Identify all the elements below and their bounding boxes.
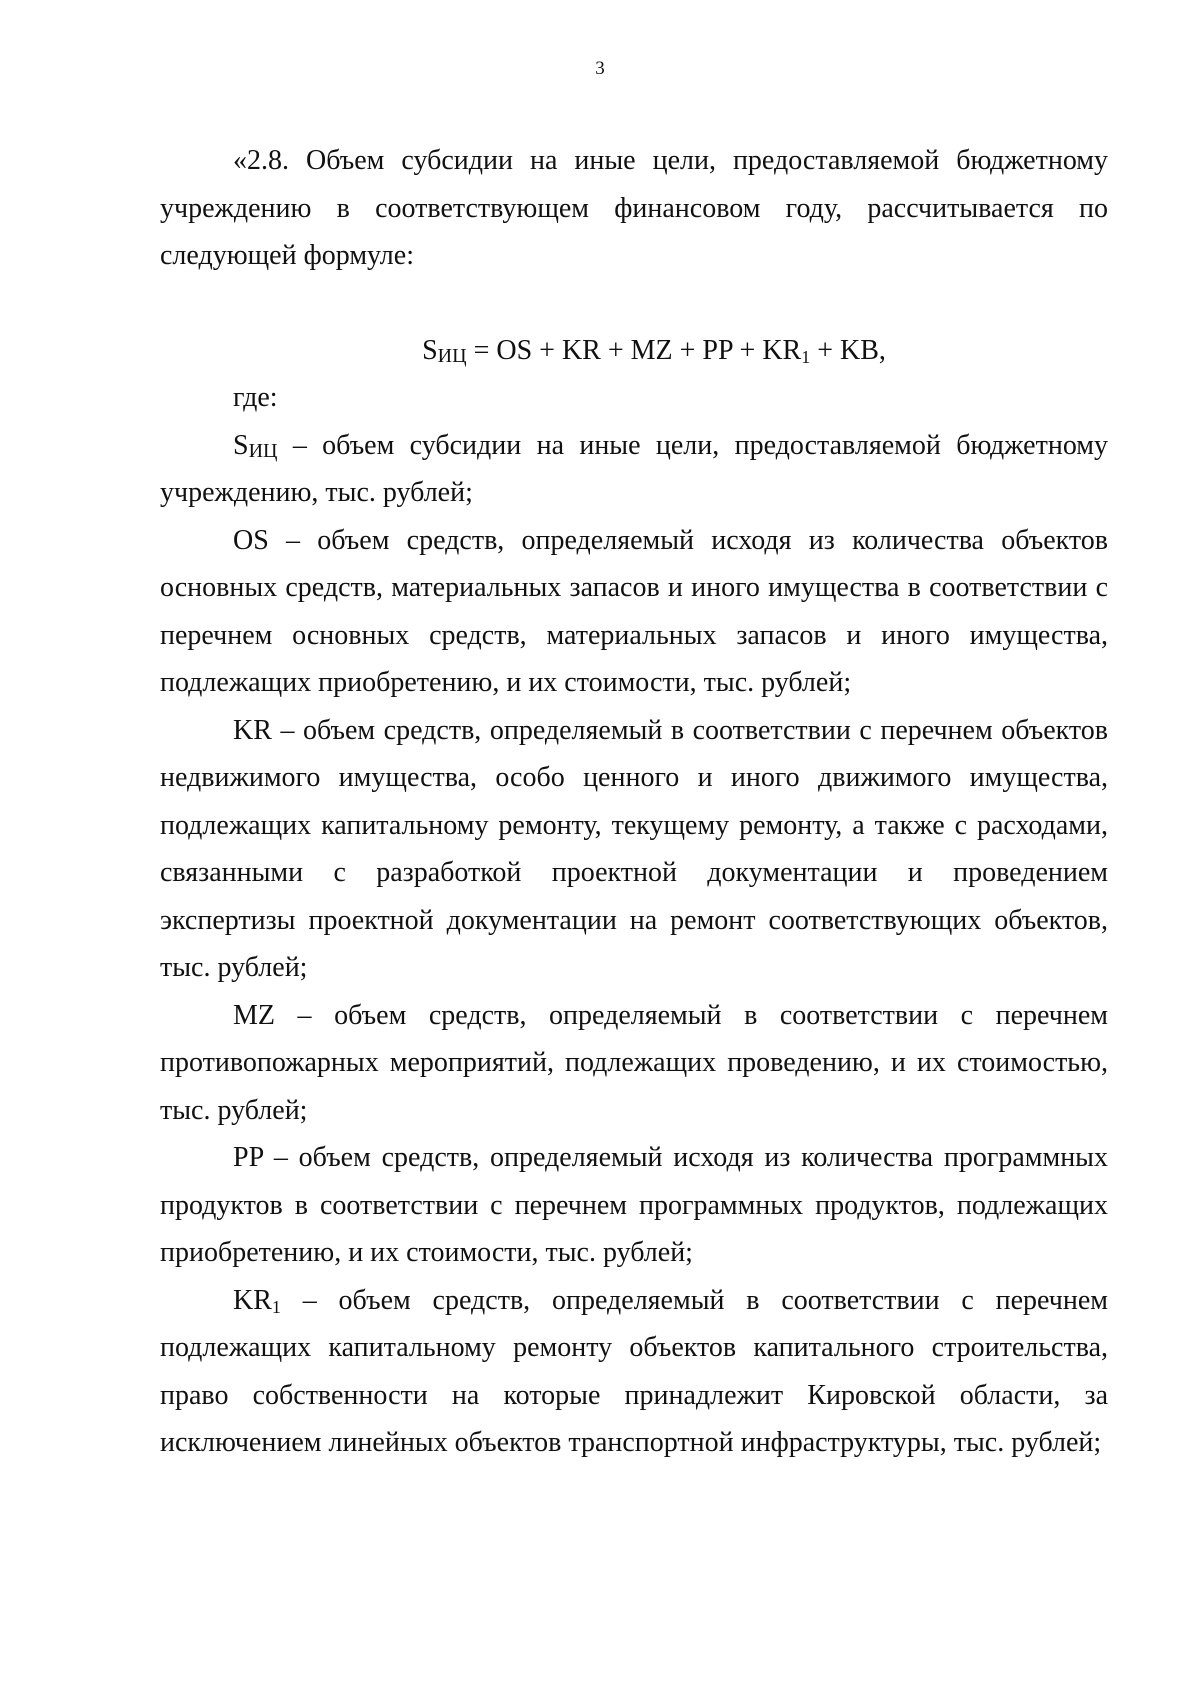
definition-symbol: KR bbox=[233, 714, 272, 746]
definition-s-ic bbox=[160, 422, 1108, 517]
definition-symbol: KR bbox=[233, 1284, 272, 1316]
formula-rhs-tail: + KB, bbox=[810, 334, 886, 366]
formula bbox=[160, 327, 1108, 375]
definition-pp bbox=[160, 1134, 1108, 1277]
definition-kr bbox=[160, 707, 1108, 992]
page-number: 3 bbox=[595, 58, 605, 79]
definition-symbol: PP bbox=[233, 1142, 264, 1173]
definition-text: – объем субсидии на иные цели, предоставляемой бюджетному учреждению, тыс. рублей; bbox=[160, 429, 1108, 508]
definition-text: – объем средств, определяемый в соответствии с перечнем объектов недвижимого имущества, особо ценного и иного движимого имущества, подлежащих капитальному ремонту, текущему ремонту, а также с расходами, связанными с разработкой проектной документации и проведением экспертизы проектной документации на ремонт соответствующих объектов, тыс. рублей; bbox=[160, 714, 1108, 983]
document-body bbox=[160, 137, 1108, 1467]
definition-text: – объем средств, определяемый исходя из количества программных продуктов в соответствии с перечнем программных продуктов, подлежащих приобретению, и их стоимости, тыс. рублей; bbox=[160, 1142, 1108, 1268]
definition-symbol: S bbox=[233, 429, 249, 461]
definition-os bbox=[160, 517, 1108, 707]
paragraph-where: где: bbox=[233, 382, 278, 413]
formula-lhs-symbol: S bbox=[422, 334, 438, 366]
definition-kr1 bbox=[160, 1277, 1108, 1467]
definition-subscript: ИЦ bbox=[248, 439, 278, 462]
definition-subscript: 1 bbox=[271, 1296, 281, 1317]
definition-text: – объем средств, определяемый в соответствии с перечнем подлежащих капитальному ремонту объектов капитального строительства, право собственности на которые принадлежит Кировской области, за исключением линейных объектов транспортной инфраструктуры, тыс. рублей; bbox=[160, 1284, 1108, 1458]
definition-text: – объем средств, определяемый исходя из количества объектов основных средств, материальных запасов и иного имущества в соответствии с перечнем основных средств, материальных запасов и иного имущества, подлежащих приобретению, и их стоимости, тыс. рублей; bbox=[160, 524, 1108, 698]
formula-rhs-subscript: 1 bbox=[801, 346, 811, 367]
definition-symbol: MZ bbox=[233, 999, 275, 1031]
definition-text: – объем средств, определяемый в соответствии с перечнем противопожарных мероприятий, подлежащих проведению, и их стоимостью, тыс. рублей; bbox=[160, 999, 1108, 1126]
formula-lhs-subscript: ИЦ bbox=[437, 344, 467, 367]
definition-symbol: OS bbox=[233, 524, 269, 556]
formula-rhs: = OS + KR + MZ + PP + KR bbox=[466, 334, 802, 366]
definition-mz bbox=[160, 992, 1108, 1135]
paragraph-intro: «2.8. Объем субсидии на иные цели, предоставляемой бюджетному учреждению в соответствующем финансовом году, рассчитывается по следующей формуле: bbox=[160, 145, 1108, 271]
